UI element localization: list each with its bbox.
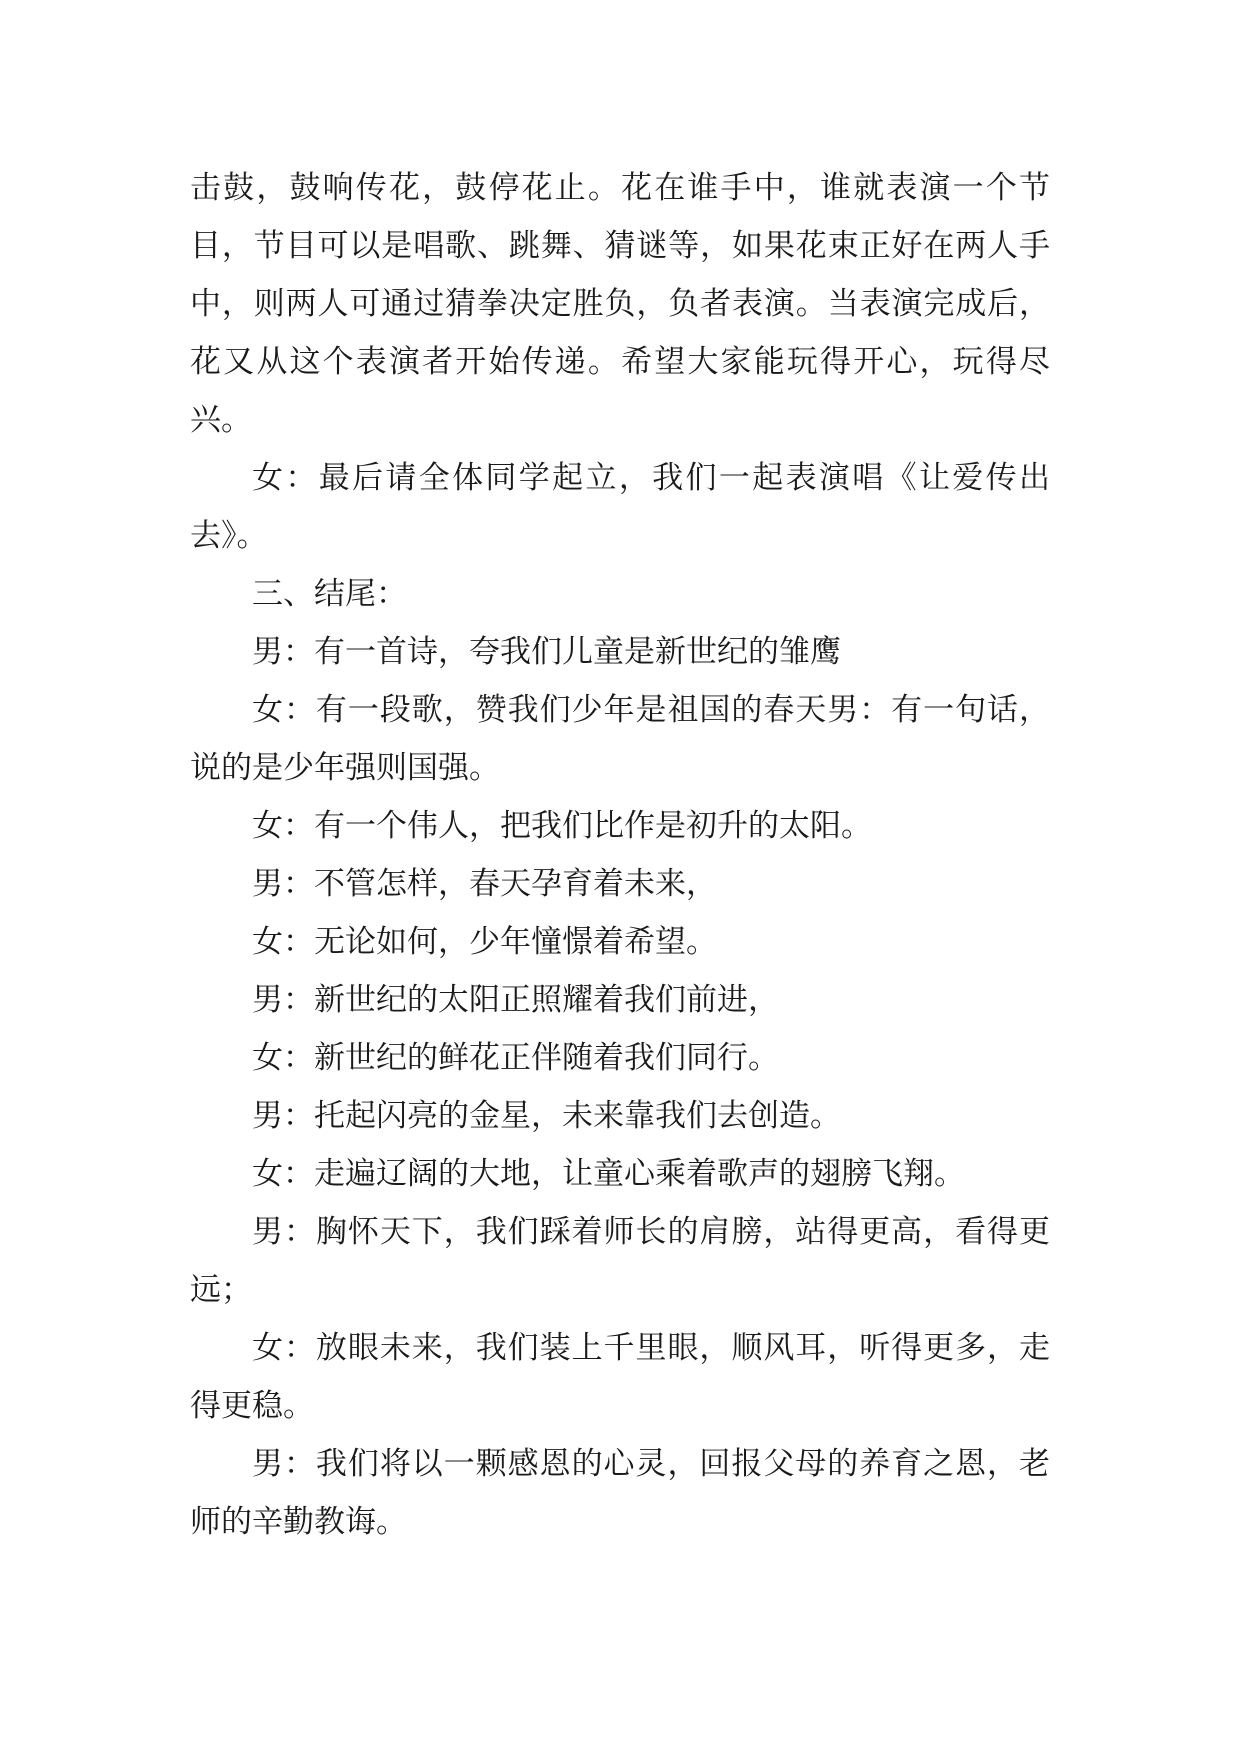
paragraph-male-sun: 男：新世纪的太阳正照耀着我们前进， (252, 982, 779, 1018)
paragraph-female-song: 女：有一段歌，赞我们少年是祖国的春天男：有一句话，说的是少年强则国强。 (190, 692, 1050, 786)
paragraph-continuation: 击鼓，鼓响传花，鼓停花止。花在谁手中，谁就表演一个节目，节目可以是唱歌、跳舞、猜谜等，如果花束正好在两人手中，则两人可通过猜拳决定胜负，负者表演。当表演完成后，花又从这个表演者开始传递。希望大家能玩得开心，玩得尽兴。 (190, 170, 1050, 438)
paragraph-female-future: 女：放眼未来，我们装上千里眼，顺风耳，听得更多，走得更稳。 (190, 1330, 1050, 1424)
paragraph-female-hope: 女：无论如何，少年憧憬着希望。 (252, 924, 717, 960)
paragraph-female-earth: 女：走遍辽阔的大地，让童心乘着歌声的翅膀飞翔。 (252, 1156, 965, 1192)
document-body (190, 159, 1050, 1551)
paragraph-male-gratitude: 男：我们将以一颗感恩的心灵，回报父母的养育之恩，老师的辛勤教诲。 (190, 1446, 1050, 1540)
paragraph-female-great-man: 女：有一个伟人，把我们比作是初升的太阳。 (252, 808, 872, 844)
paragraph-female-flowers: 女：新世纪的鲜花正伴随着我们同行。 (252, 1040, 779, 1076)
paragraph-male-poem: 男：有一首诗，夸我们儿童是新世纪的雏鹰 (252, 634, 841, 670)
paragraph-male-shoulders: 男：胸怀天下，我们踩着师长的肩膀，站得更高，看得更远； (190, 1214, 1050, 1308)
paragraph-female-closing-song: 女：最后请全体同学起立，我们一起表演唱《让爱传出去》。 (190, 460, 1050, 554)
paragraph-male-stars: 男：托起闪亮的金星，未来靠我们去创造。 (252, 1098, 841, 1134)
paragraph-male-spring: 男：不管怎样，春天孕育着未来， (252, 866, 717, 902)
section-heading-ending: 三、结尾： (252, 576, 407, 612)
